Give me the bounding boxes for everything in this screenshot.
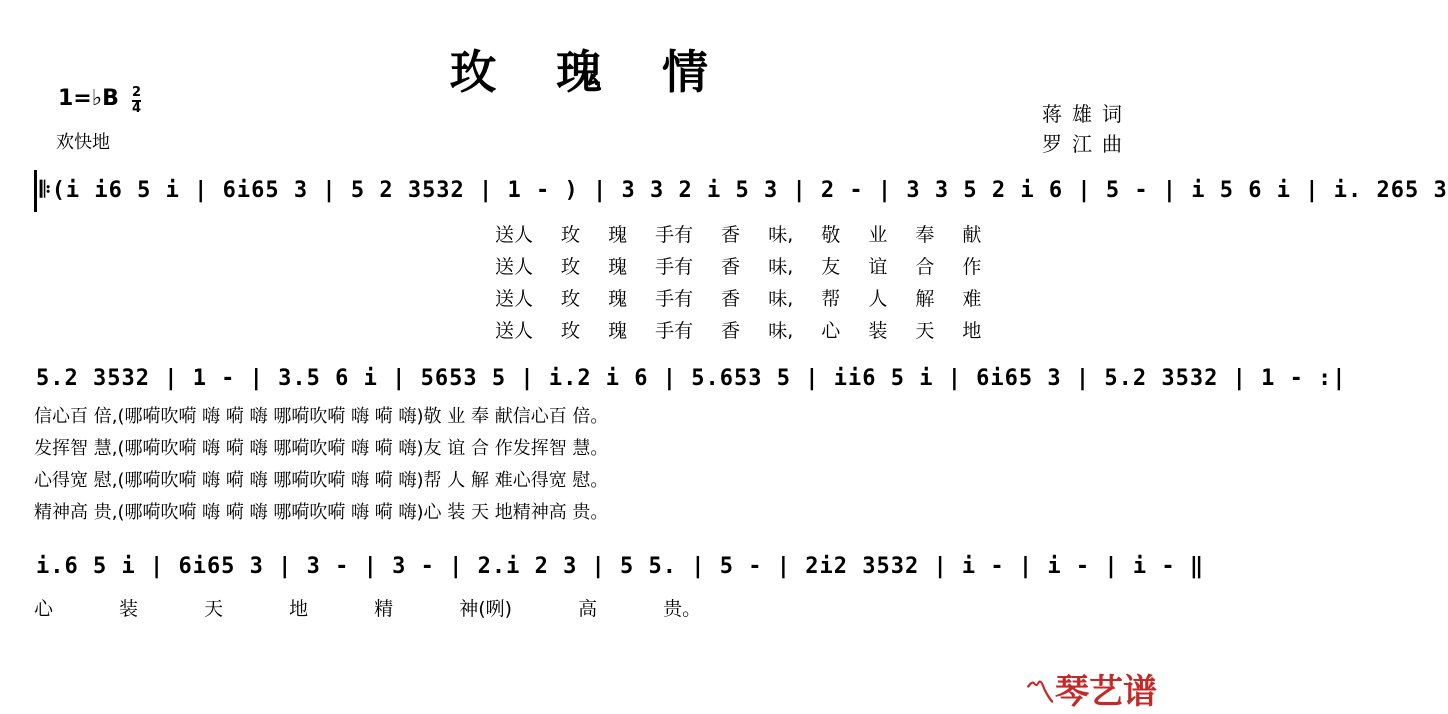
row3-lyric: 心 装 天 地 精 神(咧) 高 贵。 bbox=[34, 598, 702, 620]
row1-notes: 𝄆(i i6 5 i | 6i65 3 | 5 2 3532 | 1 - ) | 3 3 2 i 5 3 | 2 - | 3 3 5 2 i 6 | 5 - | i 5 6 i | i. 265 3 bbox=[40, 178, 1448, 203]
row2-lyric-4: 精神高 贵,(哪嗬吹嗬 嗨 嗬 嗨 哪嗬吹嗬 嗨 嗬 嗨)心 装 天 地精神高 贵。 bbox=[34, 502, 609, 523]
row3-notes: i.6 5 i | 6i65 3 | 3 - | 3 - | 2.i 2 3 | 5 5. | 5 - | 2i2 3532 | i - | i - | i - ‖ bbox=[36, 554, 1205, 579]
time-denominator: 4 bbox=[132, 101, 142, 116]
row1-lyric-2: 送人 玫 瑰 手有 香 味, 友 谊 合 作 bbox=[495, 256, 982, 278]
repeat-start-bar bbox=[34, 170, 37, 212]
logo-mark-icon: 〽 bbox=[1025, 676, 1055, 711]
watermark-logo bbox=[1025, 664, 1157, 713]
time-signature bbox=[132, 86, 141, 116]
row2-lyric-2: 发挥智 慧,(哪嗬吹嗬 嗨 嗬 嗨 哪嗬吹嗬 嗨 嗬 嗨)友 谊 合 作发挥智 慧。 bbox=[34, 438, 609, 459]
row1-lyric-1: 送人 玫 瑰 手有 香 味, 敬 业 奉 献 bbox=[495, 224, 982, 246]
row2-notes: 5.2 3532 | 1 - | 3.5 6 i | 5653 5 | i.2 i 6 | 5.653 5 | ii6 5 i | 6i65 3 | 5.2 3532 | 1 - :| bbox=[36, 366, 1347, 391]
time-numerator: 2 bbox=[132, 85, 142, 100]
row1-lyric-4: 送人 玫 瑰 手有 香 味, 心 装 天 地 bbox=[495, 320, 982, 342]
watermark-text: 琴艺谱 bbox=[1055, 672, 1157, 712]
key-signature: 1=♭B bbox=[58, 86, 119, 111]
row2-lyric-1: 信心百 倍,(哪嗬吹嗬 嗨 嗬 嗨 哪嗬吹嗬 嗨 嗬 嗨)敬 业 奉 献信心百 倍。 bbox=[34, 406, 609, 427]
song-title: 玫 瑰 情 bbox=[449, 45, 731, 99]
row1-lyric-3: 送人 玫 瑰 手有 香 味, 帮 人 解 难 bbox=[495, 288, 982, 310]
composer-credit: 罗江曲 bbox=[1042, 132, 1132, 156]
tempo-marking: 欢快地 bbox=[56, 132, 110, 153]
lyricist-credit: 蒋雄词 bbox=[1042, 102, 1132, 126]
row2-lyric-3: 心得宽 慰,(哪嗬吹嗬 嗨 嗬 嗨 哪嗬吹嗬 嗨 嗬 嗨)帮 人 解 难心得宽 慰。 bbox=[34, 470, 609, 491]
